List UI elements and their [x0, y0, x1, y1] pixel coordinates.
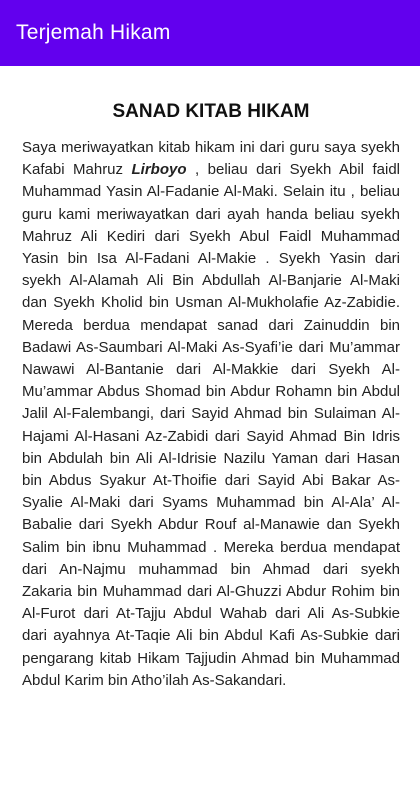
- article-emphasis: Lirboyo: [131, 161, 187, 179]
- article-body: [22, 137, 400, 692]
- app-bar: [0, 0, 420, 66]
- article-text-after: , beliau dari Syekh Abil faidl Muhammad Yasin Al-Fadanie Al-Maki. Selain itu , beliau guru kami meriwayatkan dari ayah handa beliau syekh Mahruz Ali Kediri dari Syekh Abul Faidl Muhammad Yasin bin Isa Al-Fadani Al-Makie . Syekh Yasin dari syekh Al-Alamah Ali Bin Abdullah Al-Banjarie Al-Maki dan Syekh Kholid bin Usman Al-Mukholafie Az-Zabidie. Mereda berdua mendapat sanad dari Zainuddin bin Badawi As-Saumbari Al-Maki As-Syafi’ie dari Mu’ammar Nawawi Al-Bantanie dari Al-Makkie dari Syekh Al-Mu’ammar Abdus Shomad bin Abdur Rohamn bin Abdul Jalil Al-Falembangi, dari Sayid Ahmad bin Sulaiman Al-Hajami Al-Hasani Az-Zabidi dari Sayid Ahmad Bin Idris bin Abdulah bin Ali Al-Idrisie Nazilu Yaman dari Hasan bin Abdus Syakur At-Thoifie dari Sayid Abi Bakar As-Syalie Al-Maki dari Syams Muhammad bin Al-Ala’ Al-Babalie dari Syekh Abdur Rouf al-Manawie dan Syekh Salim bin ibnu Muhammad . Mereka berdua mendapat dari An-Najmu muhammad bin Ahmad dari syekh Zakaria bin Muhammad dari Al-Ghuzzi Abdur Rohim bin Al-Furot dari At-Tajju Abdul Wahab dari Ali As-Subkie dari ayahnya At-Taqie Ali bin Abdul Kafi As-Subkie dari pengarang kitab Hikam Tajjudin Ahmad bin Muhammad Abdul Karim bin Atho’ilah As-Sakandari.: [22, 161, 400, 689]
- app-title: Terjemah Hikam: [16, 21, 171, 44]
- article-text-before: Saya meriwayatkan kitab hikam ini dari guru saya syekh Kafabi Mahruz: [22, 139, 400, 179]
- article-heading: SANAD KITAB HIKAM: [112, 101, 310, 122]
- article-content: [0, 101, 420, 692]
